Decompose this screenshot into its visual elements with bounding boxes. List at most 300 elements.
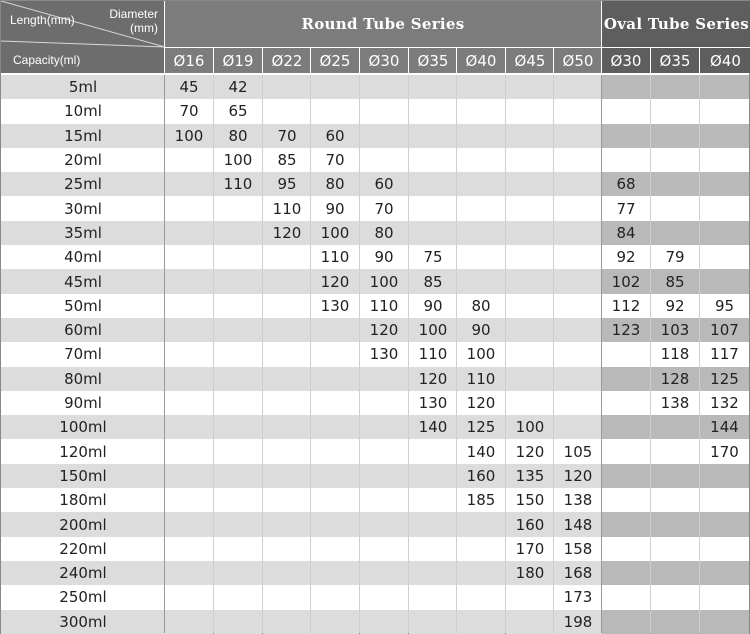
oval-length-cell: 92: [602, 245, 650, 269]
capacity-row-label: 10ml: [1, 99, 165, 123]
round-length-cell: 130: [311, 294, 359, 318]
round-length-cell: [554, 99, 602, 123]
round-length-cell: 70: [263, 124, 311, 148]
round-length-cell: [214, 488, 262, 512]
capacity-row-label: 15ml: [1, 124, 165, 148]
round-diameter-header: Ø40: [457, 48, 505, 73]
oval-length-cell: 144: [700, 415, 749, 439]
round-length-cell: [311, 75, 359, 99]
column-divider: [164, 75, 165, 633]
header-column-divider: [505, 48, 506, 73]
round-length-cell: [457, 197, 505, 221]
round-length-cell: [165, 464, 213, 488]
round-length-cell: 85: [409, 269, 457, 293]
round-length-cell: 120: [311, 269, 359, 293]
header-column-divider: [164, 1, 165, 73]
round-length-cell: [457, 269, 505, 293]
oval-length-cell: 102: [602, 269, 650, 293]
oval-length-cell: [700, 124, 749, 148]
oval-length-cell: [602, 415, 650, 439]
capacity-row-label: 70ml: [1, 342, 165, 366]
round-length-cell: 140: [457, 440, 505, 464]
column-divider: [650, 75, 651, 633]
round-length-cell: [409, 512, 457, 536]
round-length-cell: 180: [506, 561, 554, 585]
oval-length-cell: [651, 464, 699, 488]
round-length-cell: [263, 512, 311, 536]
length-label: Length(mm): [10, 13, 75, 27]
round-length-cell: 80: [214, 124, 262, 148]
round-length-cell: [360, 440, 408, 464]
round-length-cell: [165, 197, 213, 221]
oval-length-cell: 84: [602, 221, 650, 245]
oval-length-cell: [651, 415, 699, 439]
round-length-cell: 110: [457, 367, 505, 391]
round-length-cell: [214, 440, 262, 464]
round-length-cell: [360, 561, 408, 585]
round-length-cell: [409, 148, 457, 172]
round-length-cell: [360, 148, 408, 172]
round-length-cell: 70: [360, 197, 408, 221]
round-length-cell: [311, 99, 359, 123]
round-length-cell: 135: [506, 464, 554, 488]
oval-length-cell: 128: [651, 367, 699, 391]
round-length-cell: [554, 197, 602, 221]
round-length-cell: [506, 318, 554, 342]
oval-length-cell: [651, 148, 699, 172]
round-length-cell: [457, 561, 505, 585]
oval-length-cell: [602, 148, 650, 172]
column-divider: [213, 75, 214, 633]
round-length-cell: 100: [311, 221, 359, 245]
round-length-cell: 158: [554, 537, 602, 561]
round-length-cell: [360, 585, 408, 609]
oval-length-cell: [602, 75, 650, 99]
round-length-cell: 120: [263, 221, 311, 245]
capacity-row-label: 30ml: [1, 197, 165, 221]
round-diameter-header: Ø50: [554, 48, 602, 73]
round-diameter-header: Ø22: [263, 48, 311, 73]
round-length-cell: [409, 610, 457, 634]
header-column-divider: [553, 48, 554, 73]
round-length-cell: 120: [457, 391, 505, 415]
oval-length-cell: 125: [700, 367, 749, 391]
oval-length-cell: [602, 585, 650, 609]
oval-length-cell: [700, 512, 749, 536]
oval-length-cell: [602, 342, 650, 366]
round-length-cell: [165, 537, 213, 561]
round-length-cell: [165, 415, 213, 439]
round-length-cell: [554, 172, 602, 196]
round-length-cell: [506, 391, 554, 415]
oval-length-cell: [651, 512, 699, 536]
column-divider: [456, 75, 457, 633]
round-length-cell: [506, 99, 554, 123]
column-divider: [262, 75, 263, 633]
round-length-cell: [457, 512, 505, 536]
oval-series-title: Oval Tube Series: [602, 1, 750, 47]
round-length-cell: [263, 367, 311, 391]
round-length-cell: [506, 269, 554, 293]
round-length-cell: 70: [311, 148, 359, 172]
round-length-cell: [214, 391, 262, 415]
round-length-cell: [457, 75, 505, 99]
round-length-cell: [214, 318, 262, 342]
round-length-cell: 65: [214, 99, 262, 123]
oval-length-cell: [700, 464, 749, 488]
round-length-cell: 125: [457, 415, 505, 439]
round-length-cell: [506, 172, 554, 196]
diameter-label-line1: Diameter: [109, 7, 158, 21]
round-diameter-header: Ø19: [214, 48, 262, 73]
round-length-cell: [506, 367, 554, 391]
capacity-row-label: 40ml: [1, 245, 165, 269]
round-length-cell: [409, 585, 457, 609]
round-length-cell: [311, 391, 359, 415]
header-column-divider: [699, 48, 700, 73]
capacity-row-label: 50ml: [1, 294, 165, 318]
round-length-cell: 120: [554, 464, 602, 488]
round-length-cell: 160: [457, 464, 505, 488]
oval-length-cell: 107: [700, 318, 749, 342]
round-length-cell: 100: [457, 342, 505, 366]
round-length-cell: [214, 221, 262, 245]
capacity-row-label: 90ml: [1, 391, 165, 415]
round-length-cell: 42: [214, 75, 262, 99]
round-length-cell: [409, 197, 457, 221]
round-length-cell: [554, 221, 602, 245]
round-length-cell: [554, 294, 602, 318]
oval-length-cell: [602, 99, 650, 123]
round-length-cell: [506, 148, 554, 172]
capacity-row-label: 60ml: [1, 318, 165, 342]
oval-length-cell: [651, 561, 699, 585]
capacity-label: Capacity(ml): [13, 53, 81, 67]
round-length-cell: [263, 245, 311, 269]
round-length-cell: [165, 294, 213, 318]
round-length-cell: 130: [409, 391, 457, 415]
column-divider: [359, 75, 360, 633]
oval-length-cell: [602, 391, 650, 415]
round-length-cell: 75: [409, 245, 457, 269]
round-length-cell: [409, 464, 457, 488]
oval-length-cell: [700, 537, 749, 561]
oval-length-cell: [700, 172, 749, 196]
round-length-cell: [360, 488, 408, 512]
oval-length-cell: 132: [700, 391, 749, 415]
round-length-cell: [165, 318, 213, 342]
capacity-row-label: 240ml: [1, 561, 165, 585]
round-length-cell: [263, 464, 311, 488]
round-length-cell: [214, 561, 262, 585]
round-length-cell: [214, 342, 262, 366]
round-length-cell: [554, 148, 602, 172]
round-length-cell: 105: [554, 440, 602, 464]
round-length-cell: [165, 585, 213, 609]
capacity-row-label: 200ml: [1, 512, 165, 536]
round-length-cell: [457, 148, 505, 172]
round-length-cell: 173: [554, 585, 602, 609]
oval-length-cell: [602, 512, 650, 536]
round-length-cell: [165, 269, 213, 293]
oval-diameter-header: Ø35: [651, 48, 699, 73]
round-length-cell: [214, 585, 262, 609]
oval-length-cell: 117: [700, 342, 749, 366]
round-length-cell: [457, 172, 505, 196]
oval-length-cell: 85: [651, 269, 699, 293]
round-length-cell: [311, 367, 359, 391]
oval-length-cell: [700, 148, 749, 172]
oval-length-cell: [651, 99, 699, 123]
round-length-cell: [457, 99, 505, 123]
oval-length-cell: 77: [602, 197, 650, 221]
round-series-title: Round Tube Series: [165, 1, 601, 47]
round-length-cell: [409, 561, 457, 585]
round-length-cell: 120: [360, 318, 408, 342]
capacity-row-label: 25ml: [1, 172, 165, 196]
round-length-cell: [409, 124, 457, 148]
round-length-cell: 80: [360, 221, 408, 245]
header-column-divider: [456, 48, 457, 73]
round-length-cell: [214, 245, 262, 269]
round-length-cell: 90: [457, 318, 505, 342]
round-length-cell: [311, 464, 359, 488]
header-column-divider: [310, 48, 311, 73]
round-length-cell: [409, 221, 457, 245]
oval-length-cell: [651, 585, 699, 609]
capacity-row-label: 80ml: [1, 367, 165, 391]
round-length-cell: [165, 610, 213, 634]
round-length-cell: [409, 537, 457, 561]
round-length-cell: [554, 124, 602, 148]
oval-length-cell: 92: [651, 294, 699, 318]
column-divider: [601, 75, 602, 633]
oval-length-cell: [700, 269, 749, 293]
round-length-cell: [409, 440, 457, 464]
oval-length-cell: 95: [700, 294, 749, 318]
round-length-cell: [263, 294, 311, 318]
diameter-label: [98, 7, 158, 35]
oval-length-cell: [700, 221, 749, 245]
round-length-cell: [263, 440, 311, 464]
round-length-cell: [554, 415, 602, 439]
oval-length-cell: [651, 197, 699, 221]
header-row-divider: [165, 47, 750, 48]
round-length-cell: 110: [263, 197, 311, 221]
round-length-cell: [311, 415, 359, 439]
round-length-cell: [311, 318, 359, 342]
column-divider: [408, 75, 409, 633]
round-length-cell: [409, 172, 457, 196]
round-length-cell: 60: [311, 124, 359, 148]
column-divider: [505, 75, 506, 633]
round-length-cell: [263, 585, 311, 609]
round-length-cell: [554, 342, 602, 366]
round-length-cell: 140: [409, 415, 457, 439]
capacity-row-label: 180ml: [1, 488, 165, 512]
round-length-cell: [554, 75, 602, 99]
round-length-cell: [165, 561, 213, 585]
header-column-divider: [359, 48, 360, 73]
header-column-divider: [650, 48, 651, 73]
round-length-cell: 90: [360, 245, 408, 269]
column-divider: [310, 75, 311, 633]
round-length-cell: [311, 585, 359, 609]
round-length-cell: [311, 440, 359, 464]
oval-length-cell: 68: [602, 172, 650, 196]
round-length-cell: [263, 488, 311, 512]
round-length-cell: 170: [506, 537, 554, 561]
round-length-cell: [311, 488, 359, 512]
round-length-cell: [263, 342, 311, 366]
round-length-cell: [360, 464, 408, 488]
oval-length-cell: [602, 124, 650, 148]
oval-length-cell: [700, 610, 749, 634]
oval-diameter-header: Ø30: [602, 48, 650, 73]
oval-length-cell: 79: [651, 245, 699, 269]
oval-length-cell: [651, 610, 699, 634]
round-length-cell: [263, 99, 311, 123]
round-length-cell: [457, 245, 505, 269]
round-length-cell: [409, 99, 457, 123]
oval-length-cell: [700, 245, 749, 269]
round-length-cell: 130: [360, 342, 408, 366]
oval-length-cell: [602, 561, 650, 585]
round-length-cell: [263, 415, 311, 439]
oval-length-cell: [651, 124, 699, 148]
round-length-cell: [165, 367, 213, 391]
round-length-cell: 110: [214, 172, 262, 196]
table-corner-header: [1, 1, 165, 73]
oval-length-cell: [602, 488, 650, 512]
round-diameter-header: Ø16: [165, 48, 213, 73]
round-length-cell: [409, 488, 457, 512]
round-length-cell: [311, 610, 359, 634]
round-length-cell: [506, 610, 554, 634]
round-length-cell: [360, 391, 408, 415]
round-length-cell: [214, 537, 262, 561]
header-column-divider: [601, 1, 602, 73]
round-length-cell: 138: [554, 488, 602, 512]
oval-length-cell: [651, 221, 699, 245]
oval-length-cell: 138: [651, 391, 699, 415]
oval-length-cell: [651, 488, 699, 512]
round-length-cell: [311, 512, 359, 536]
round-length-cell: [360, 75, 408, 99]
round-length-cell: [554, 245, 602, 269]
round-length-cell: 120: [409, 367, 457, 391]
round-length-cell: [214, 415, 262, 439]
round-length-cell: 148: [554, 512, 602, 536]
round-length-cell: [214, 610, 262, 634]
round-length-cell: [263, 75, 311, 99]
oval-length-cell: [651, 440, 699, 464]
round-length-cell: [554, 367, 602, 391]
oval-length-cell: [651, 537, 699, 561]
oval-length-cell: [700, 197, 749, 221]
capacity-row-label: 300ml: [1, 610, 165, 634]
oval-length-cell: 118: [651, 342, 699, 366]
capacity-row-label: 45ml: [1, 269, 165, 293]
round-length-cell: [409, 75, 457, 99]
round-length-cell: [165, 172, 213, 196]
oval-length-cell: [700, 75, 749, 99]
round-length-cell: [214, 197, 262, 221]
oval-length-cell: 112: [602, 294, 650, 318]
round-length-cell: 198: [554, 610, 602, 634]
round-diameter-header: Ø45: [506, 48, 554, 73]
round-length-cell: 160: [506, 512, 554, 536]
header-column-divider: [262, 48, 263, 73]
round-length-cell: 100: [214, 148, 262, 172]
capacity-row-label: 220ml: [1, 537, 165, 561]
round-length-cell: [311, 561, 359, 585]
round-length-cell: [263, 269, 311, 293]
round-diameter-header: Ø30: [360, 48, 408, 73]
round-length-cell: [360, 512, 408, 536]
round-length-cell: [165, 221, 213, 245]
round-length-cell: 120: [506, 440, 554, 464]
round-length-cell: [506, 294, 554, 318]
round-length-cell: [311, 342, 359, 366]
round-length-cell: [360, 367, 408, 391]
round-length-cell: 80: [311, 172, 359, 196]
round-length-cell: [165, 512, 213, 536]
round-length-cell: 185: [457, 488, 505, 512]
round-length-cell: [506, 75, 554, 99]
round-length-cell: 150: [506, 488, 554, 512]
round-length-cell: [165, 440, 213, 464]
round-length-cell: [311, 537, 359, 561]
round-length-cell: [554, 391, 602, 415]
round-length-cell: [214, 512, 262, 536]
capacity-row-label: 150ml: [1, 464, 165, 488]
oval-length-cell: [602, 464, 650, 488]
capacity-row-label: 20ml: [1, 148, 165, 172]
round-length-cell: [263, 610, 311, 634]
capacity-row-label: 120ml: [1, 440, 165, 464]
round-length-cell: [457, 585, 505, 609]
round-length-cell: 90: [409, 294, 457, 318]
round-length-cell: [506, 124, 554, 148]
capacity-row-label: 250ml: [1, 585, 165, 609]
header-column-divider: [408, 48, 409, 73]
round-length-cell: [360, 537, 408, 561]
oval-length-cell: 123: [602, 318, 650, 342]
round-length-cell: 80: [457, 294, 505, 318]
round-length-cell: [263, 537, 311, 561]
round-length-cell: [360, 124, 408, 148]
round-length-cell: [214, 464, 262, 488]
round-length-cell: [506, 197, 554, 221]
round-length-cell: 110: [409, 342, 457, 366]
round-length-cell: 60: [360, 172, 408, 196]
capacity-row-label: 5ml: [1, 75, 165, 99]
header-column-divider: [213, 48, 214, 73]
round-length-cell: [457, 610, 505, 634]
round-length-cell: 100: [165, 124, 213, 148]
oval-length-cell: [602, 440, 650, 464]
oval-diameter-header: Ø40: [700, 48, 750, 73]
round-length-cell: 70: [165, 99, 213, 123]
oval-length-cell: [602, 537, 650, 561]
round-length-cell: [506, 245, 554, 269]
round-diameter-header: Ø25: [311, 48, 359, 73]
round-length-cell: 168: [554, 561, 602, 585]
round-diameter-header: Ø35: [409, 48, 457, 73]
round-length-cell: [263, 318, 311, 342]
capacity-row-label: 35ml: [1, 221, 165, 245]
